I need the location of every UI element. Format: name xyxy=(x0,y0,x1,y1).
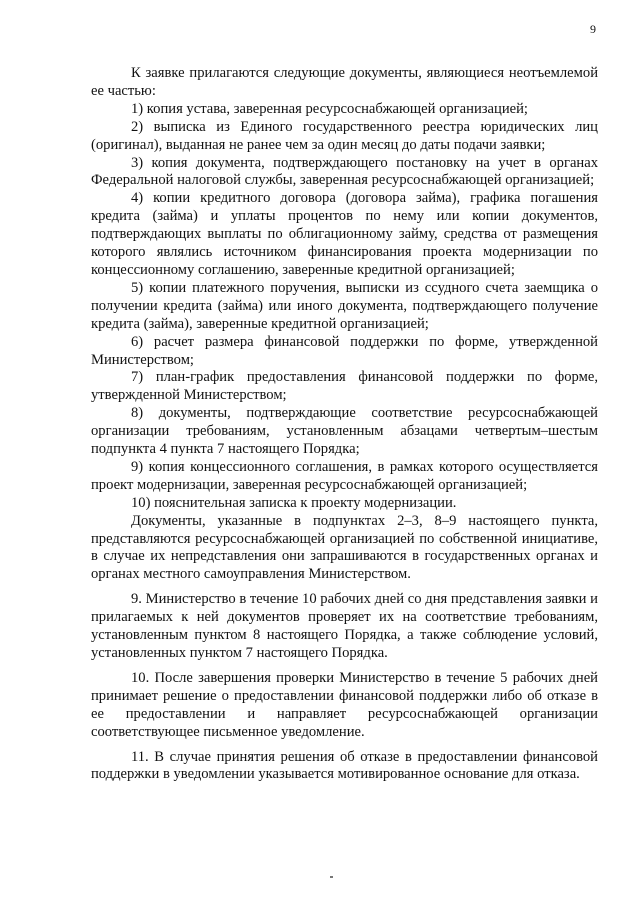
list-item: 9) копия концессионного соглашения, в рамках которого осуществляется проект модернизации, заверенная ресурсоснабжающей организацией; xyxy=(91,458,598,493)
list-item: 5) копии платежного поручения, выписки из ссудного счета заемщика о получении кредита (займа) или иного документа, подтверждающего получение кредита (займа), заверенные кредитной организацией; xyxy=(91,279,598,332)
scan-speck xyxy=(330,876,333,878)
intro-paragraph: К заявке прилагаются следующие документы, являющиеся неотъемлемой ее частью: xyxy=(91,65,598,99)
list-item: 6) расчет размера финансовой поддержки по форме, утвержденной Министерством; xyxy=(91,333,598,368)
page-number: 9 xyxy=(590,22,596,36)
document-body xyxy=(91,65,598,784)
list-item: 3) копия документа, подтверждающего постановку на учет в органах Федеральной налоговой службы, заверенная ресурсоснабжающей организацией; xyxy=(91,154,598,189)
list-item: 1) копия устава, заверенная ресурсоснабжающей организацией; xyxy=(131,100,528,117)
documents-note-paragraph: Документы, указанные в подпунктах 2–3, 8–9 настоящего пункта, представляются ресурсоснабжающей организацией по собственной инициативе, в случае их непредставления они запрашиваются в государственных органах и органах местного самоуправления Министерством. xyxy=(91,512,598,583)
clause-10-paragraph: 10. После завершения проверки Министерство в течение 5 рабочих дней принимает решение о предоставлении финансовой поддержки либо об отказе в ее предоставлении и направляет ресурсоснабжающей организации соответствующее письменное уведомление. xyxy=(91,669,598,740)
list-item: 4) копии кредитного договора (договора займа), графика погашения кредита (займа) и уплаты процентов по нему или копии документов, подтверждающих выплаты по облигационному займу, средства от размещения которого являлись источником финансирования проекта модернизации по концессионному соглашению, заверенные кредитной организацией; xyxy=(91,190,598,278)
list-item: 7) план-график предоставления финансовой поддержки по форме, утвержденной Министерством; xyxy=(91,369,598,404)
list-item: 8) документы, подтверждающие соответствие ресурсоснабжающей организации требованиям, установленным абзацами четвертым–шестым подпункта 4 пункта 7 настоящего Порядка; xyxy=(91,405,598,458)
clause-9-paragraph: 9. Министерство в течение 10 рабочих дней со дня представления заявки и прилагаемых к ней документов проверяет их на соответствие требованиям, установленным пунктом 8 настоящего Порядка, а также соблюдение условий, установленных пунктом 7 настоящего Порядка. xyxy=(91,591,598,661)
list-item: 10) пояснительная записка к проекту модернизации. xyxy=(131,494,457,511)
clause-11-paragraph: 11. В случае принятия решения об отказе в предоставлении финансовой поддержки в уведомлении указывается мотивированное основание для отказа. xyxy=(91,748,598,783)
list-item: 2) выписка из Единого государственного реестра юридических лиц (оригинал), выданная не ранее чем за один месяц до даты подачи заявки; xyxy=(91,118,598,153)
